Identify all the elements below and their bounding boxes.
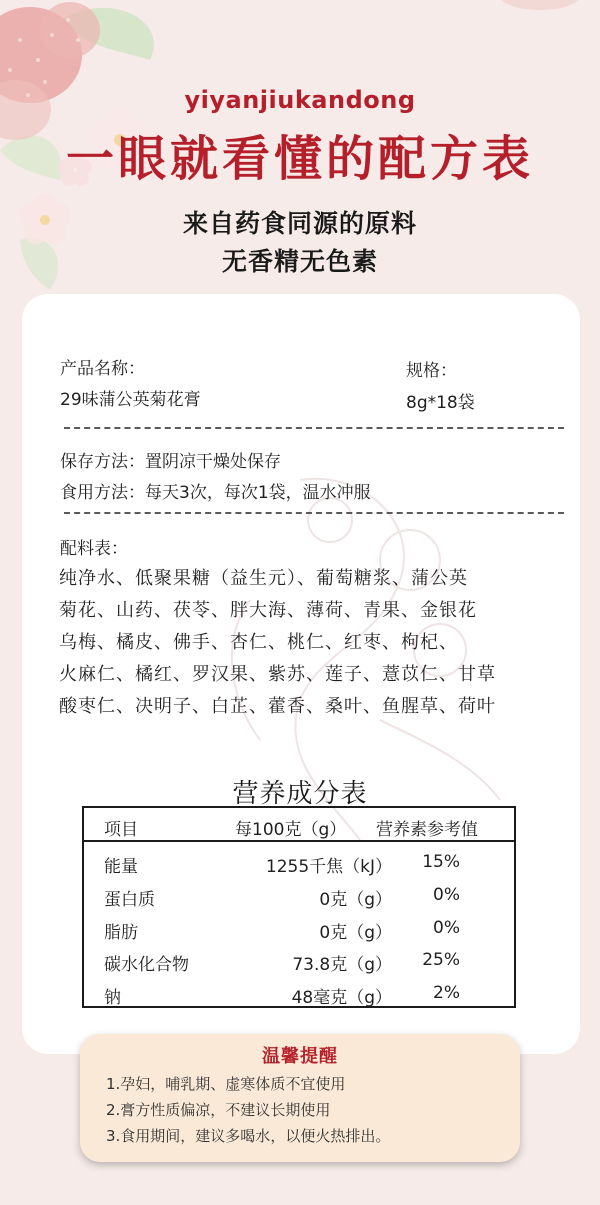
nutrition-amount: 0克（g）: [319, 890, 392, 910]
nutrition-header-nrv: 营养素参考值: [376, 820, 478, 840]
nutrition-item: 碳水化合物: [104, 955, 189, 975]
spec-label: 规格：: [406, 361, 457, 381]
ingredients-line: 火麻仁、橘红、罗汉果、紫苏、莲子、薏苡仁、甘草: [59, 664, 496, 685]
nutrition-item: 蛋白质: [104, 890, 155, 910]
ingredients-label: 配料表：: [60, 539, 128, 559]
storage-value: 置阴凉干燥处保存: [145, 452, 281, 472]
notice-item: 3.食用期间，建议多喝水，以便火热排出。: [106, 1127, 391, 1145]
nutrition-nrv: 25%: [422, 950, 460, 970]
nutrition-amount: 48毫克（g）: [291, 988, 392, 1008]
subtitle-no-additives: 无香精无色素: [221, 247, 378, 276]
storage-label: 保存方法：: [60, 452, 145, 472]
usage-value: 每天3次，每次1袋，温水冲服: [145, 483, 371, 503]
nutrition-amount: 0克（g）: [319, 923, 392, 943]
pinyin-heading: yiyanjiukandong: [184, 86, 416, 114]
nutrition-nrv: 2%: [433, 983, 460, 1003]
ingredients-line: 酸枣仁、决明子、白芷、藿香、桑叶、鱼腥草、荷叶: [59, 696, 496, 717]
page-title: 一眼就看懂的配方表: [65, 131, 534, 187]
notice-item: 1.孕妇，哺乳期、虚寒体质不宜使用: [106, 1075, 346, 1093]
spec-value: 8g*18袋: [406, 393, 475, 413]
nutrition-header-divider: [82, 840, 516, 842]
subtitle-origin: 来自药食同源的原料: [182, 209, 417, 238]
nutrition-header-amount: 每100克（g）: [235, 820, 347, 840]
nutrition-item: 脂肪: [104, 923, 138, 943]
nutrition-header-item: 项目: [104, 820, 138, 840]
nutrition-item: 钠: [104, 988, 121, 1008]
nutrition-nrv: 0%: [433, 885, 460, 905]
nutrition-item: 能量: [104, 857, 138, 877]
usage-label: 食用方法：: [60, 483, 145, 503]
ingredients-line: 纯净水、低聚果糖（益生元）、葡萄糖浆、蒲公英: [59, 568, 468, 589]
notice-item: 2.膏方性质偏凉，不建议长期使用: [106, 1101, 331, 1119]
usage-method: [60, 478, 371, 503]
divider-1: [64, 427, 564, 429]
nutrition-amount: 73.8克（g）: [292, 955, 392, 975]
nutrition-title: 营养成分表: [232, 779, 368, 809]
product-name-value: 29味蒲公英菊花膏: [60, 390, 201, 410]
ingredients-line: 乌梅、橘皮、佛手、杏仁、桃仁、红枣、枸杞、: [59, 632, 458, 653]
product-name-label: 产品名称：: [60, 359, 145, 379]
storage-method: [60, 447, 281, 472]
nutrition-amount: 1255千焦（kJ）: [265, 857, 392, 877]
ingredients-line: 菊花、山药、茯苓、胖大海、薄荷、青果、金银花: [59, 600, 477, 621]
nutrition-nrv: 15%: [422, 852, 460, 872]
divider-2: [64, 512, 564, 514]
nutrition-nrv: 0%: [433, 918, 460, 938]
notice-title: 温馨提醒: [262, 1046, 338, 1067]
